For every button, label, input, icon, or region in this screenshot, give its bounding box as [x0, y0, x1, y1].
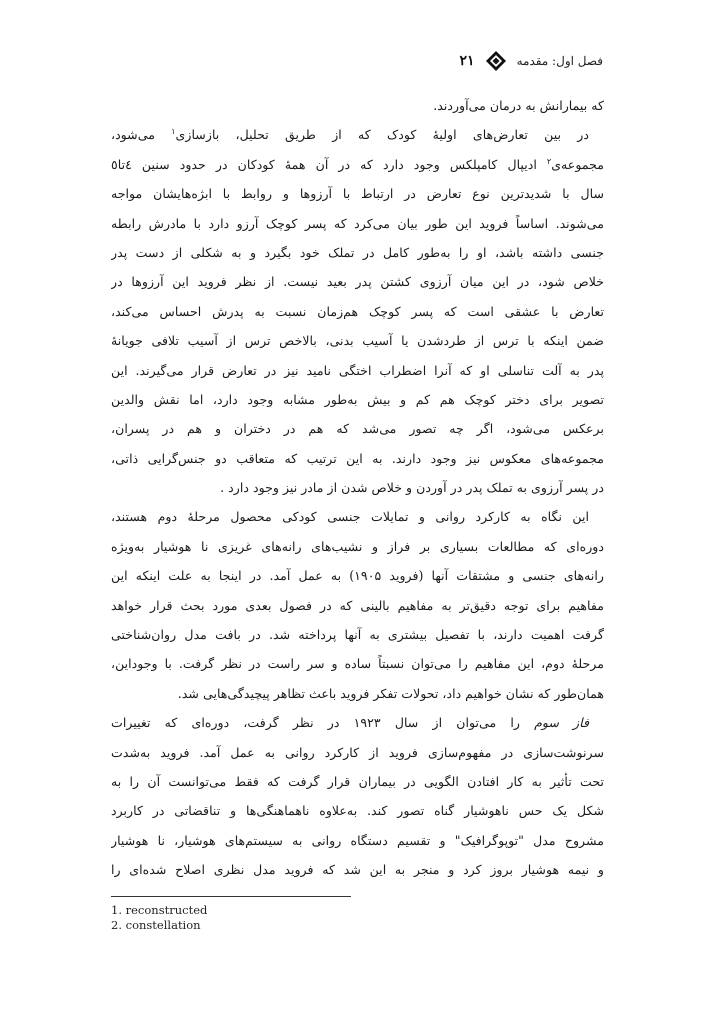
- text-line: سرنوشت‌سازی در مفهوم‌سازی فروید از کارکرد روانی به عمل آمد. فروید به‌شدت: [111, 744, 604, 760]
- text-line: این نگاه به کارکرد روانی و تمایلات جنسی کودکی محصول مرحلهٔ دوم هستند،: [111, 509, 589, 525]
- text-line: مرحلهٔ دوم، این مفاهیم را می‌توان نسبتاً ساده و سر راست در نظر گرفت. با وجوداین،: [111, 656, 604, 672]
- text-run: می‌شود،: [111, 127, 172, 143]
- text-line: تحت تأثیر به کار افتادن الگویی در بیماران قرار گرفت که فقط می‌توانست آن را به: [111, 773, 604, 789]
- text-line: تصویر برای دختر کوچک هم کم و بیش به‌طور مشابه وجود دارد، اما نقش والدین: [111, 391, 604, 407]
- footnotes: [111, 903, 207, 933]
- page-number: ۲۱: [459, 53, 475, 69]
- text-line: [111, 708, 604, 737]
- text-line: [111, 120, 604, 149]
- emphasis-term: فاز سوم: [534, 715, 589, 731]
- text-line: پدر به آلت تناسلی او که آنرا اضطراب اختگی نامید نیز در تعارض قرار می‌گیرند. این: [111, 362, 604, 378]
- text-line: مفاهیم برای توجه دقیق‌تر به مفاهیم بالینی که در فصول بعدی مورد بحث قرار خواهد: [111, 597, 604, 613]
- footnote-2: 2. constellation: [111, 918, 201, 932]
- text-line: رانه‌های جنسی و مشتقات آنها (فروید ۱۹۰۵) به عمل آمد. در اینجا به علت اینکه این: [111, 568, 604, 584]
- text-run: مجموعه‌ی: [551, 156, 604, 172]
- footnote-marker: ۲: [546, 156, 552, 166]
- text-line: همان‌طور که نشان خواهیم داد، تحولات تفکر فروید باعث تظاهر پیچیدگی‌هایی شد.: [177, 685, 604, 701]
- text-line: که بیمارانش به درمان می‌آوردند.: [433, 98, 604, 113]
- text-line: شکل یک حس ناهوشیار گناه تصور کند. به‌علاوه ناهماهنگی‌ها و تناقضاتی در کاربرد: [111, 803, 604, 819]
- text-run: را می‌توان از سال ۱۹۲۳ در نظر گرفت، دوره‌ای که تغییرات: [111, 715, 535, 731]
- running-header: [460, 48, 603, 74]
- text-line: ضمن اینکه با ترس از طردشدن یا آسیب بدنی، بالاخص ترس از آسیب تلافی جویانهٔ: [111, 333, 604, 349]
- text-line: مشروح مدل "توپوگرافیک" و تقسیم دستگاه روانی به سیستم‌های هوشیار، نا هوشیار: [111, 832, 604, 848]
- text-line: خلاص شود، در این میان آرزوی کشتن پدر بعید نیست. از نظر فروید این آرزوها در: [111, 274, 604, 290]
- footnote-divider: [111, 896, 351, 897]
- text-run: ادیپال کامپلکس وجود دارد که در آن همهٔ کودکان در حدود سنین ٤تا٥: [111, 156, 547, 172]
- text-line: گرفت اهمیت دارند، با تفصیل بیشتری به آنها پرداخته شد. در بافت مدل روان‌شناختی: [111, 627, 604, 643]
- text-line: برعکس می‌شود، اگر چه تصور می‌شد که هم در دختران و هم در پسران،: [111, 421, 604, 437]
- text-line: و نیمه هوشیار بروز کرد و منجر به این شد که فروید مدل نظری اصلاح شده‌ای را: [111, 862, 604, 878]
- text-line: تعارض با عشقی است که پسر کوچک هم‌زمان نسبت به پدرش احساس می‌کند،: [111, 303, 604, 319]
- text-line: مجموعه‌های معکوس نیز وجود دارند. به این ترتیب که متعاقب دو جنس‌گرایی ذاتی،: [111, 450, 604, 466]
- footnote-marker: ۱: [171, 127, 176, 137]
- text-line: جنسی داشته باشد، او را به‌طور کامل در تملک خود بگیرد و به شکلی از دست پدر: [111, 244, 604, 260]
- text-line: در پسر آرزوی به تملک پدر در آوردن و خلاص شدن از مادر نیز وجود دارد .: [220, 480, 604, 496]
- text-run: در بین تعارض‌های اولیهٔ کودک که از طریق تحلیل، بازسازی: [175, 127, 590, 143]
- diamond-ornament-icon: [485, 50, 507, 72]
- footnote-1: 1. reconstructed: [111, 903, 208, 917]
- text-line: [111, 150, 604, 179]
- text-line: می‌شوند. اساساً فروید این طور بیان می‌کرد که پسر کوچک آرزو دارد با مادرش رابطه: [111, 215, 604, 231]
- main-text: [111, 91, 604, 885]
- text-line: دوره‌ای که مطالعات بسیاری بر فراز و نشیب‌های رانه‌های غریزی نا هوشیار به‌ویژه: [111, 538, 604, 554]
- chapter-title: فصل اول: مقدمه: [516, 54, 603, 68]
- text-line: سال با شدیدترین نوع تعارض در ارتباط با آرزوها و روابط با ابژه‌هایشان مواجه: [111, 186, 604, 202]
